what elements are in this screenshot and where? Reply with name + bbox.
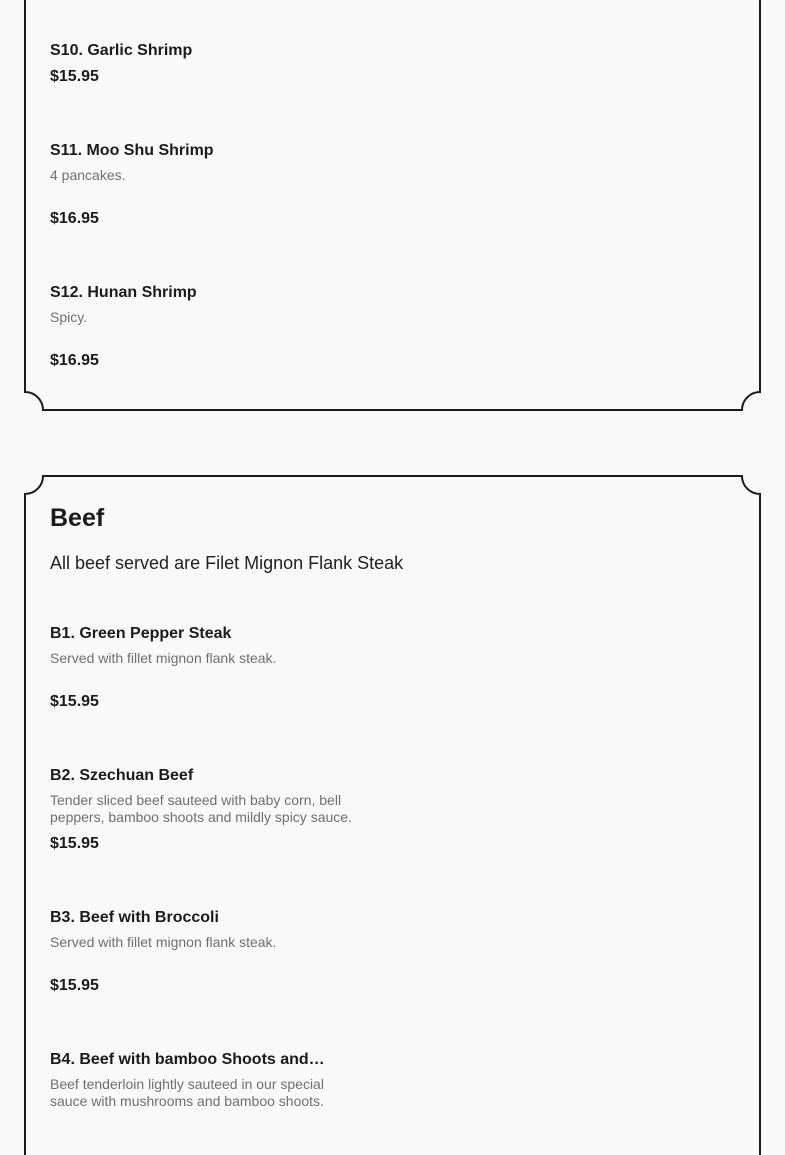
menu-item-description: Beef tenderloin lightly sauteed in our special sauce with mushrooms and bamboo shoots. xyxy=(50,1076,324,1109)
menu-item-price: $15.95 xyxy=(50,68,99,85)
menu-item-name: S10. Garlic Shrimp xyxy=(50,42,193,59)
menu-item-description: Tender sliced beef sauteed with baby corn, bell peppers, bamboo shoots and mildly spicy sauce. xyxy=(50,792,352,825)
menu-item-name: S11. Moo Shu Shrimp xyxy=(50,142,214,159)
menu-section-beef xyxy=(24,475,761,1155)
menu-item-name: S12. Hunan Shrimp xyxy=(50,284,197,301)
menu-item-description: Served with fillet mignon flank steak. xyxy=(50,650,277,666)
menu-item-description: Spicy. xyxy=(50,309,88,325)
menu-item-price: $15.95 xyxy=(50,693,99,710)
menu-item-name: B2. Szechuan Beef xyxy=(50,767,194,784)
menu-section-shrimp xyxy=(24,0,761,411)
menu-item-name: B3. Beef with Broccoli xyxy=(50,909,219,926)
menu-item-price: $16.95 xyxy=(50,210,99,227)
menu-item-price: $15.95 xyxy=(50,835,99,852)
menu-item-price: $15.95 xyxy=(50,977,99,994)
menu-item-price: $16.95 xyxy=(50,352,99,369)
section-description: All beef served are Filet Mignon Flank Steak xyxy=(50,553,404,573)
section-title: Beef xyxy=(50,504,105,532)
menu-item-description: Served with fillet mignon flank steak. xyxy=(50,934,277,950)
menu-item-description: 4 pancakes. xyxy=(50,167,126,183)
section-frame xyxy=(24,0,761,411)
menu-item-name: B1. Green Pepper Steak xyxy=(50,625,232,642)
menu-item-name: B4. Beef with bamboo Shoots and… xyxy=(50,1051,325,1068)
